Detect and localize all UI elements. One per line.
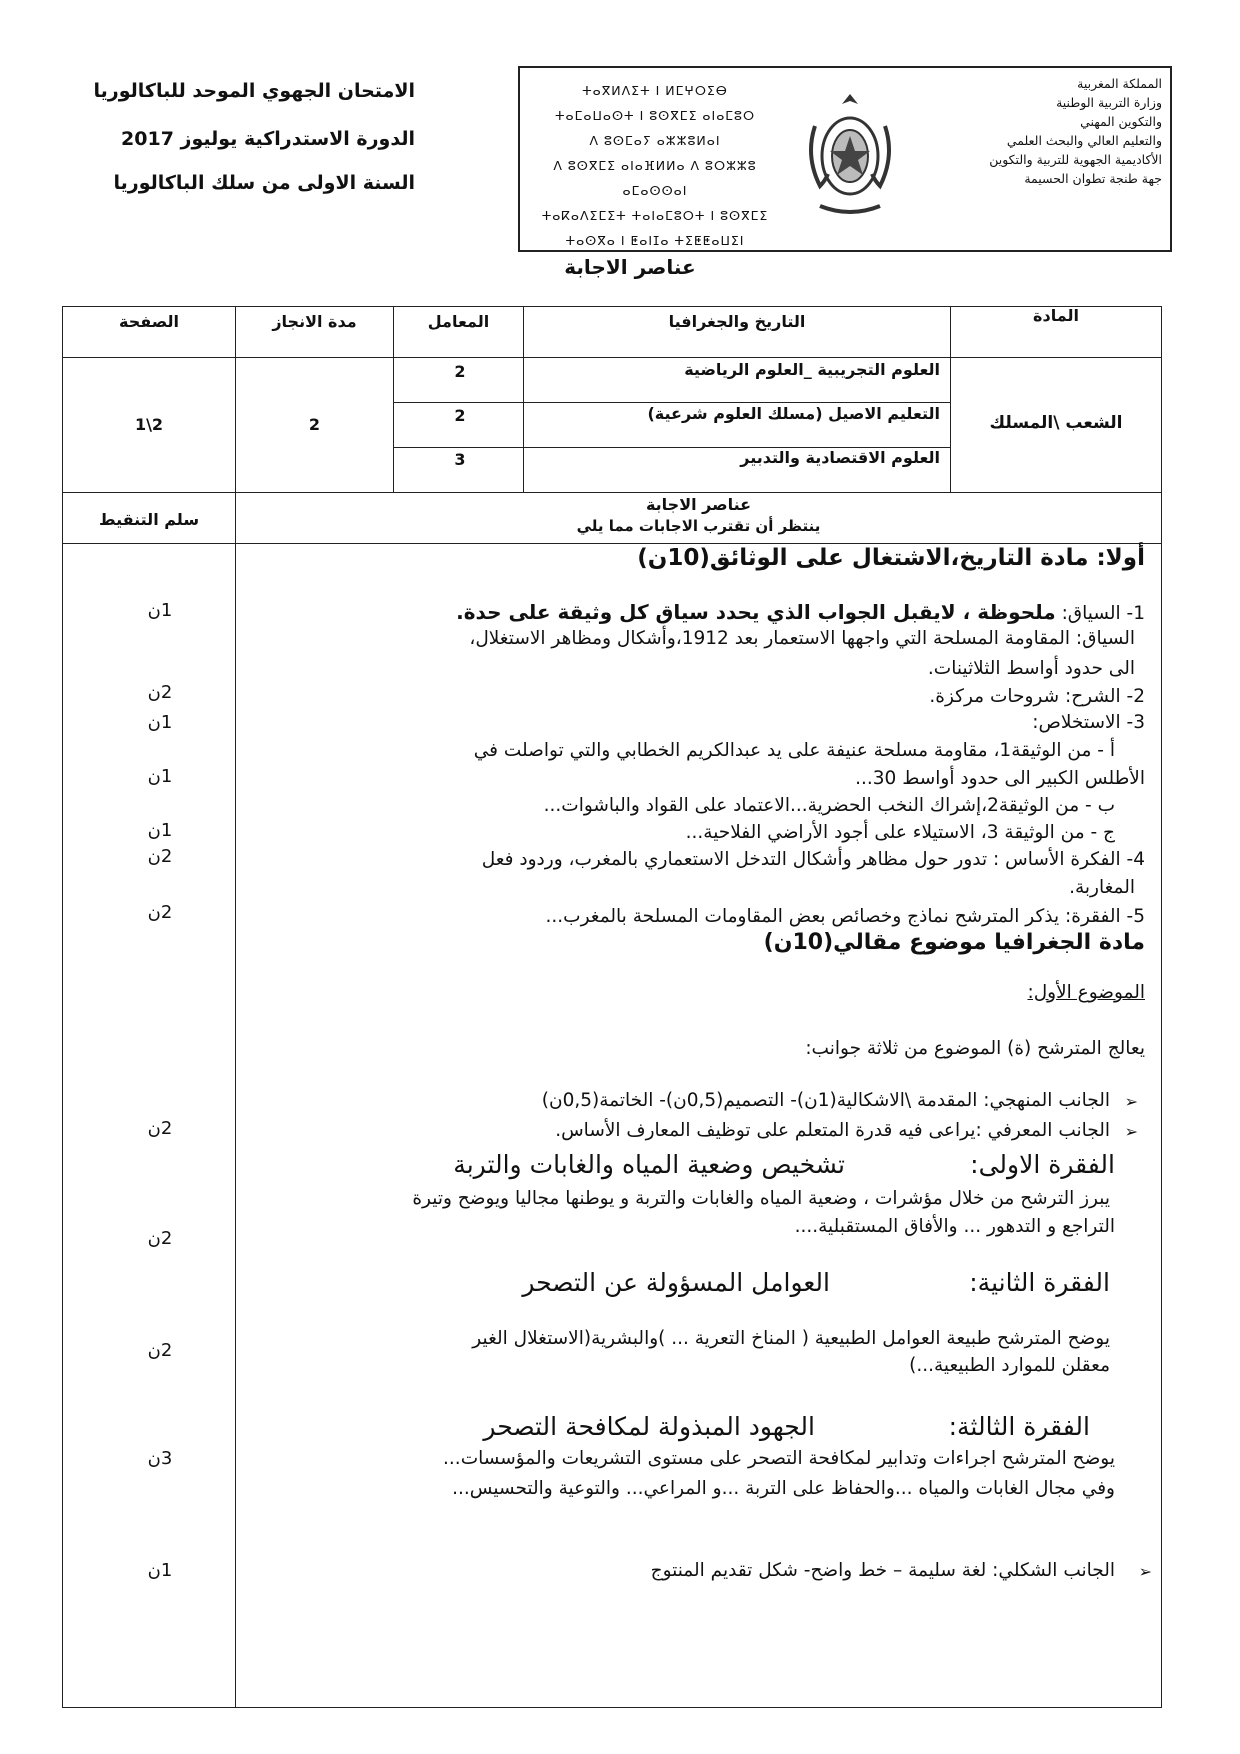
- duration-header: مدة الانجاز: [272, 312, 357, 331]
- q3b: ب - من الوثيقة2،إشراك النخب الحضرية...الاعتماد على القواد والباشوات...: [543, 795, 1115, 816]
- q2-explanation: 2- الشرح: شروحات مركزة.: [929, 686, 1145, 707]
- duration-value: 2: [308, 415, 321, 434]
- paragraph1-text: يبرز الترشح من خلال مؤشرات ، وضعية المياه والغابات والتربة و يوطنها مجاليا ويوضح وتيرة: [412, 1188, 1110, 1209]
- institution-line: وزارة التربية الوطنية: [1056, 95, 1162, 110]
- q1-line: الى حدود أواسط الثلاثينات.: [927, 658, 1135, 679]
- tifinagh-line: ⵜⴰⵎⴰⵡⴰⵙⵜ ⵏ ⵓⵙⴳⵎⵉ ⴰⵏⴰⵎⵓⵔ: [554, 108, 756, 123]
- institution-header-box: [518, 66, 1172, 252]
- q1-context: [456, 600, 1145, 624]
- q3c: ج - من الوثيقة 3، الاستيلاء على أجود الأراضي الفلاحية...: [685, 822, 1115, 843]
- paragraph2-text: معقلن للموارد الطبيعية...): [909, 1355, 1110, 1376]
- exam-level: السنة الاولى من سلك الباكالوريا: [113, 172, 415, 194]
- paragraph3-title: الجهود المبذولة لمكافحة التصحر: [483, 1412, 815, 1441]
- tifinagh-line: ⵜⴰⵙⴳⴰ ⵏ ⵟⴰⵏⵊⴰ ⵜⵉⵟⵟⴰⵡⵉⵏ: [565, 233, 745, 248]
- paragraph1-text: التراجع و التدهور ... والأفاق المستقبلية....: [794, 1216, 1115, 1237]
- methodology-criteria: الجانب المنهجي: المقدمة \الاشكالية(1ن)- التصميم(0,5ن)- الخاتمة(0,5ن): [541, 1090, 1110, 1111]
- score: 2ن: [147, 902, 173, 923]
- answers-header: عناصر الاجابة: [645, 495, 752, 514]
- page-header: الصفحة: [118, 312, 179, 331]
- tifinagh-names: [530, 78, 780, 253]
- subject-value: التاريخ والجغرافيا: [668, 312, 806, 331]
- tifinagh-line: ⵜⴰⴳⵍⴷⵉⵜ ⵏ ⵍⵎⵖⵔⵉⴱ: [582, 83, 728, 98]
- institution-names: [947, 74, 1162, 188]
- institution-line: جهة طنجة تطوان الحسيمة: [1024, 171, 1162, 186]
- branch-label: الشعب \المسلك: [989, 413, 1123, 433]
- history-section-title: أولا: مادة التاريخ،الاشتغال على الوثائق(10ن): [637, 545, 1145, 571]
- knowledge-criteria: الجانب المعرفي :يراعى فيه قدرة المتعلم على توظيف المعارف الأساس.: [555, 1120, 1110, 1141]
- form-criteria: الجانب الشكلي: لغة سليمة – خط واضح- شكل تقديم المنتوج: [650, 1560, 1115, 1581]
- answers-subheader: ينتظر أن تقترب الاجابات مما يلي: [576, 517, 821, 535]
- document-title: عناصر الاجابة: [564, 255, 696, 279]
- paragraph2-title: العوامل المسؤولة عن التصحر: [522, 1268, 830, 1297]
- q3-deduction: 3- الاستخلاص:: [1032, 712, 1145, 733]
- score: 2ن: [147, 1228, 173, 1249]
- score: 2ن: [147, 682, 173, 703]
- branch-name: العلوم التجريبية _العلوم الرياضية: [684, 360, 940, 379]
- paragraph1-title: تشخيص وضعية المياه والغابات والتربة: [453, 1150, 845, 1179]
- institution-line: والتكوين المهني: [1080, 114, 1162, 129]
- q1-note: ملحوظة ، لايقبل الجواب الذي يحدد سياق كل وثيقة على حدة.: [456, 600, 1056, 624]
- score: 3ن: [147, 1448, 173, 1469]
- geography-section-title: مادة الجغرافيا موضوع مقالي(10ن): [763, 930, 1145, 955]
- paragraph3-text: يوضح المترشح اجراءات وتدابير لمكافحة التصحر على مستوى التشريعات والمؤسسات...: [443, 1448, 1115, 1469]
- royal-emblem-icon: [800, 86, 900, 226]
- bullet-arrow-icon: ➢: [1138, 1562, 1152, 1581]
- coefficient-header: المعامل: [427, 312, 490, 331]
- score: 1ن: [147, 766, 173, 787]
- exam-session: الدورة الاستدراكية يوليوز 2017: [121, 128, 415, 150]
- branch-name: التعليم الاصيل (مسلك العلوم شرعية): [647, 404, 940, 423]
- q1-label: 1- السياق:: [1061, 603, 1145, 624]
- tifinagh-line: ⴷ ⵓⵙⵎⴰⵢ ⴰⵣⵣⵓⵍⴰⵏ: [589, 133, 721, 148]
- exam-title: الامتحان الجهوي الموحد للباكالوريا: [93, 80, 415, 102]
- q4-main-idea: 4- الفكرة الأساس : تدور حول مظاهر وأشكال التدخل الاستعماري بالمغرب، وردود فعل: [481, 849, 1145, 870]
- institution-line: الأكاديمية الجهوية للتربية والتكوين: [989, 152, 1162, 167]
- paragraph1-label: الفقرة الاولى:: [970, 1150, 1115, 1179]
- q5-paragraph: 5- الفقرة: يذكر المترشح نماذج وخصائص بعض المقاومات المسلحة بالمغرب...: [545, 906, 1145, 927]
- score: 1ن: [147, 1560, 173, 1581]
- score: 2ن: [147, 846, 173, 867]
- q1-line: السياق: المقاومة المسلحة التي واجهها الاستعمار بعد 1912،وأشكال ومظاهر الاستغلال،: [469, 628, 1135, 649]
- paragraph2-label: الفقرة الثانية:: [969, 1268, 1110, 1297]
- score: 1ن: [147, 712, 173, 733]
- q3a: الأطلس الكبير الى حدود أواسط 30...: [855, 768, 1145, 789]
- score: 2ن: [147, 1118, 173, 1139]
- paragraph3-text: وفي مجال الغابات والمياه ...والحفاظ على التربة ...و المراعي... والتوعية والتحسيس...: [452, 1478, 1115, 1499]
- page-value: 2\1: [134, 415, 164, 434]
- institution-line: المملكة المغربية: [1077, 76, 1162, 91]
- bullet-arrow-icon: ➢: [1124, 1092, 1138, 1111]
- branch-coefficient: 2: [454, 362, 466, 381]
- tifinagh-line: ⵜⴰⴽⴰⴷⵉⵎⵉⵜ ⵜⴰⵏⴰⵎⵓⵔⵜ ⵏ ⵓⵙⴳⵎⵉ: [541, 208, 769, 223]
- subject-label: المادة: [1033, 306, 1079, 325]
- branch-coefficient: 2: [454, 406, 466, 425]
- branch-coefficient: 3: [454, 450, 466, 469]
- grading-scale-header: سلم التنقيط: [98, 510, 200, 529]
- branch-name: العلوم الاقتصادية والتدبير: [740, 448, 940, 467]
- tifinagh-line: ⴷ ⵓⵙⴳⵎⵉ ⴰⵏⴰⴼⵍⵍⴰ ⴷ ⵓⵔⵣⵣⵓ ⴰⵎⴰⵙⵙⴰⵏ: [553, 158, 757, 198]
- bullet-arrow-icon: ➢: [1124, 1122, 1138, 1141]
- score: 1ن: [147, 820, 173, 841]
- q3a: أ - من الوثيقة1، مقاومة مسلحة عنيفة على يد عبدالكريم الخطابي والتي تواصلت في: [473, 740, 1115, 761]
- geo-intro: يعالج المترشح (ة) الموضوع من ثلاثة جوانب:: [805, 1038, 1145, 1059]
- topic-label: الموضوع الأول:: [1027, 982, 1145, 1003]
- score: 1ن: [147, 600, 173, 621]
- paragraph2-text: يوضح المترشح طبيعة العوامل الطبيعية ( المناخ التعرية ... )والبشرية(الاستغلال الغير: [472, 1328, 1110, 1349]
- q4-main-idea: المغاربة.: [1069, 877, 1135, 898]
- paragraph3-label: الفقرة الثالثة:: [948, 1412, 1090, 1441]
- institution-line: والتعليم العالي والبحث العلمي: [1006, 133, 1162, 148]
- score: 2ن: [147, 1340, 173, 1361]
